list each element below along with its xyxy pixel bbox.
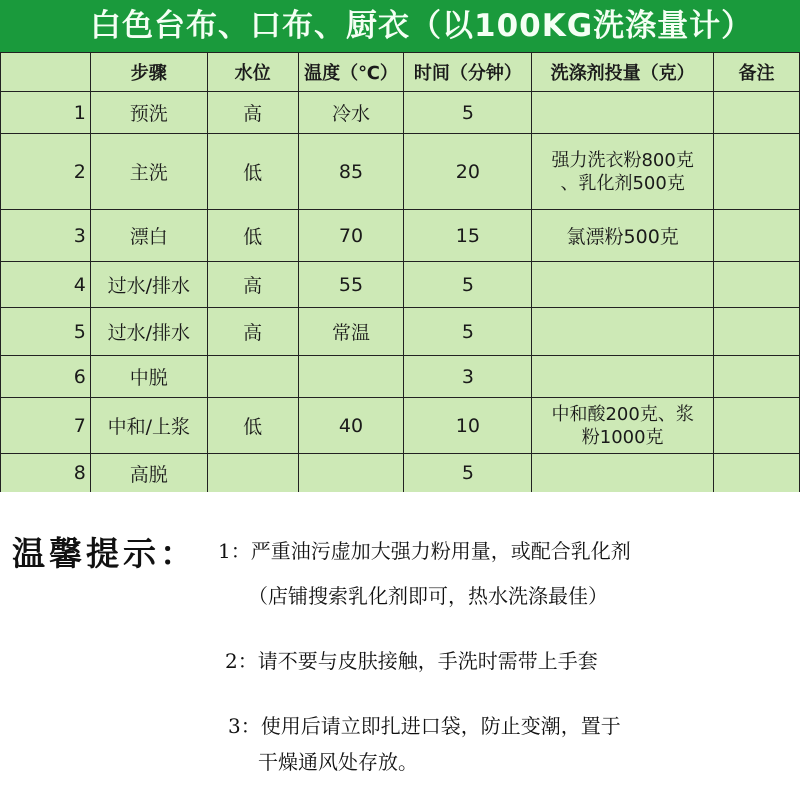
temperature: 40 bbox=[298, 398, 404, 454]
temperature: 55 bbox=[298, 262, 404, 308]
step-number: 7 bbox=[1, 398, 91, 454]
dose-line: 强力洗衣粉800克 bbox=[551, 149, 694, 171]
tip-3-line-1: 3：使用后请立即扎进口袋，防止变潮，置于 bbox=[228, 714, 621, 738]
tip-1-line-2: （店铺搜索乳化剂即可，热水洗涤最佳） bbox=[248, 584, 608, 608]
header-cell-no bbox=[1, 53, 91, 92]
note bbox=[714, 262, 800, 308]
note bbox=[714, 92, 800, 134]
water-level: 高 bbox=[207, 262, 298, 308]
header-cell-water: 水位 bbox=[207, 53, 298, 92]
detergent-dose bbox=[532, 454, 714, 493]
water-level bbox=[207, 356, 298, 398]
step-name: 主洗 bbox=[90, 134, 207, 210]
duration: 15 bbox=[404, 210, 532, 262]
water-level: 低 bbox=[207, 398, 298, 454]
note bbox=[714, 134, 800, 210]
header-cell-step: 步骤 bbox=[90, 53, 207, 92]
detergent-dose: 氯漂粉500克 bbox=[532, 210, 714, 262]
table-row bbox=[1, 92, 800, 134]
step-number: 3 bbox=[1, 210, 91, 262]
note bbox=[714, 398, 800, 454]
step-name: 中脱 bbox=[90, 356, 207, 398]
temperature: 70 bbox=[298, 210, 404, 262]
step-name: 漂白 bbox=[90, 210, 207, 262]
tip-1-line-1: 1：严重油污虚加大强力粉用量，或配合乳化剂 bbox=[218, 539, 631, 563]
step-number: 5 bbox=[1, 308, 91, 356]
water-level: 低 bbox=[207, 134, 298, 210]
tip-3-line-2: 干燥通风处存放。 bbox=[258, 750, 418, 774]
detergent-dose bbox=[532, 308, 714, 356]
temperature bbox=[298, 454, 404, 493]
step-name: 预洗 bbox=[90, 92, 207, 134]
step-name: 过水/排水 bbox=[90, 262, 207, 308]
note bbox=[714, 308, 800, 356]
table-row bbox=[1, 210, 800, 262]
detergent-dose bbox=[532, 134, 714, 210]
table-row bbox=[1, 262, 800, 308]
header-cell-dose: 洗涤剂投量（克） bbox=[532, 53, 714, 92]
header-cell-temp: 温度（℃） bbox=[298, 53, 404, 92]
duration: 5 bbox=[404, 92, 532, 134]
water-level: 低 bbox=[207, 210, 298, 262]
header-cell-time: 时间（分钟） bbox=[404, 53, 532, 92]
table-row bbox=[1, 134, 800, 210]
note bbox=[714, 356, 800, 398]
table-row bbox=[1, 308, 800, 356]
step-number: 4 bbox=[1, 262, 91, 308]
detergent-dose bbox=[532, 92, 714, 134]
detergent-dose bbox=[532, 262, 714, 308]
duration: 5 bbox=[404, 262, 532, 308]
duration: 5 bbox=[404, 308, 532, 356]
dose-line: 、乳化剂500克 bbox=[560, 172, 685, 194]
step-number: 8 bbox=[1, 454, 91, 493]
page-title: 白色台布、口布、厨衣（以100KG洗涤量计） bbox=[0, 0, 800, 52]
step-name: 中和/上浆 bbox=[90, 398, 207, 454]
water-level: 高 bbox=[207, 308, 298, 356]
detergent-dose bbox=[532, 398, 714, 454]
temperature: 冷水 bbox=[298, 92, 404, 134]
dose-line: 中和酸200克、浆 bbox=[551, 403, 694, 425]
step-number: 2 bbox=[1, 134, 91, 210]
note bbox=[714, 454, 800, 493]
duration: 20 bbox=[404, 134, 532, 210]
temperature bbox=[298, 356, 404, 398]
step-name: 过水/排水 bbox=[90, 308, 207, 356]
step-number: 1 bbox=[1, 92, 91, 134]
tip-2: 2：请不要与皮肤接触，手洗时需带上手套 bbox=[225, 649, 598, 673]
duration: 5 bbox=[404, 454, 532, 493]
header-cell-note: 备注 bbox=[714, 53, 800, 92]
water-level: 高 bbox=[207, 92, 298, 134]
dose-line: 粉1000克 bbox=[581, 426, 664, 448]
table-row bbox=[1, 356, 800, 398]
note bbox=[714, 210, 800, 262]
step-number: 6 bbox=[1, 356, 91, 398]
table-row bbox=[1, 454, 800, 493]
tips-section bbox=[0, 492, 800, 800]
temperature: 常温 bbox=[298, 308, 404, 356]
duration: 10 bbox=[404, 398, 532, 454]
duration: 3 bbox=[404, 356, 532, 398]
step-name: 高脱 bbox=[90, 454, 207, 493]
table-row bbox=[1, 398, 800, 454]
tips-heading: 温馨提示： bbox=[12, 534, 197, 573]
table-header-row bbox=[1, 53, 800, 92]
detergent-dose bbox=[532, 356, 714, 398]
washing-procedure-table bbox=[0, 52, 800, 493]
temperature: 85 bbox=[298, 134, 404, 210]
water-level bbox=[207, 454, 298, 493]
